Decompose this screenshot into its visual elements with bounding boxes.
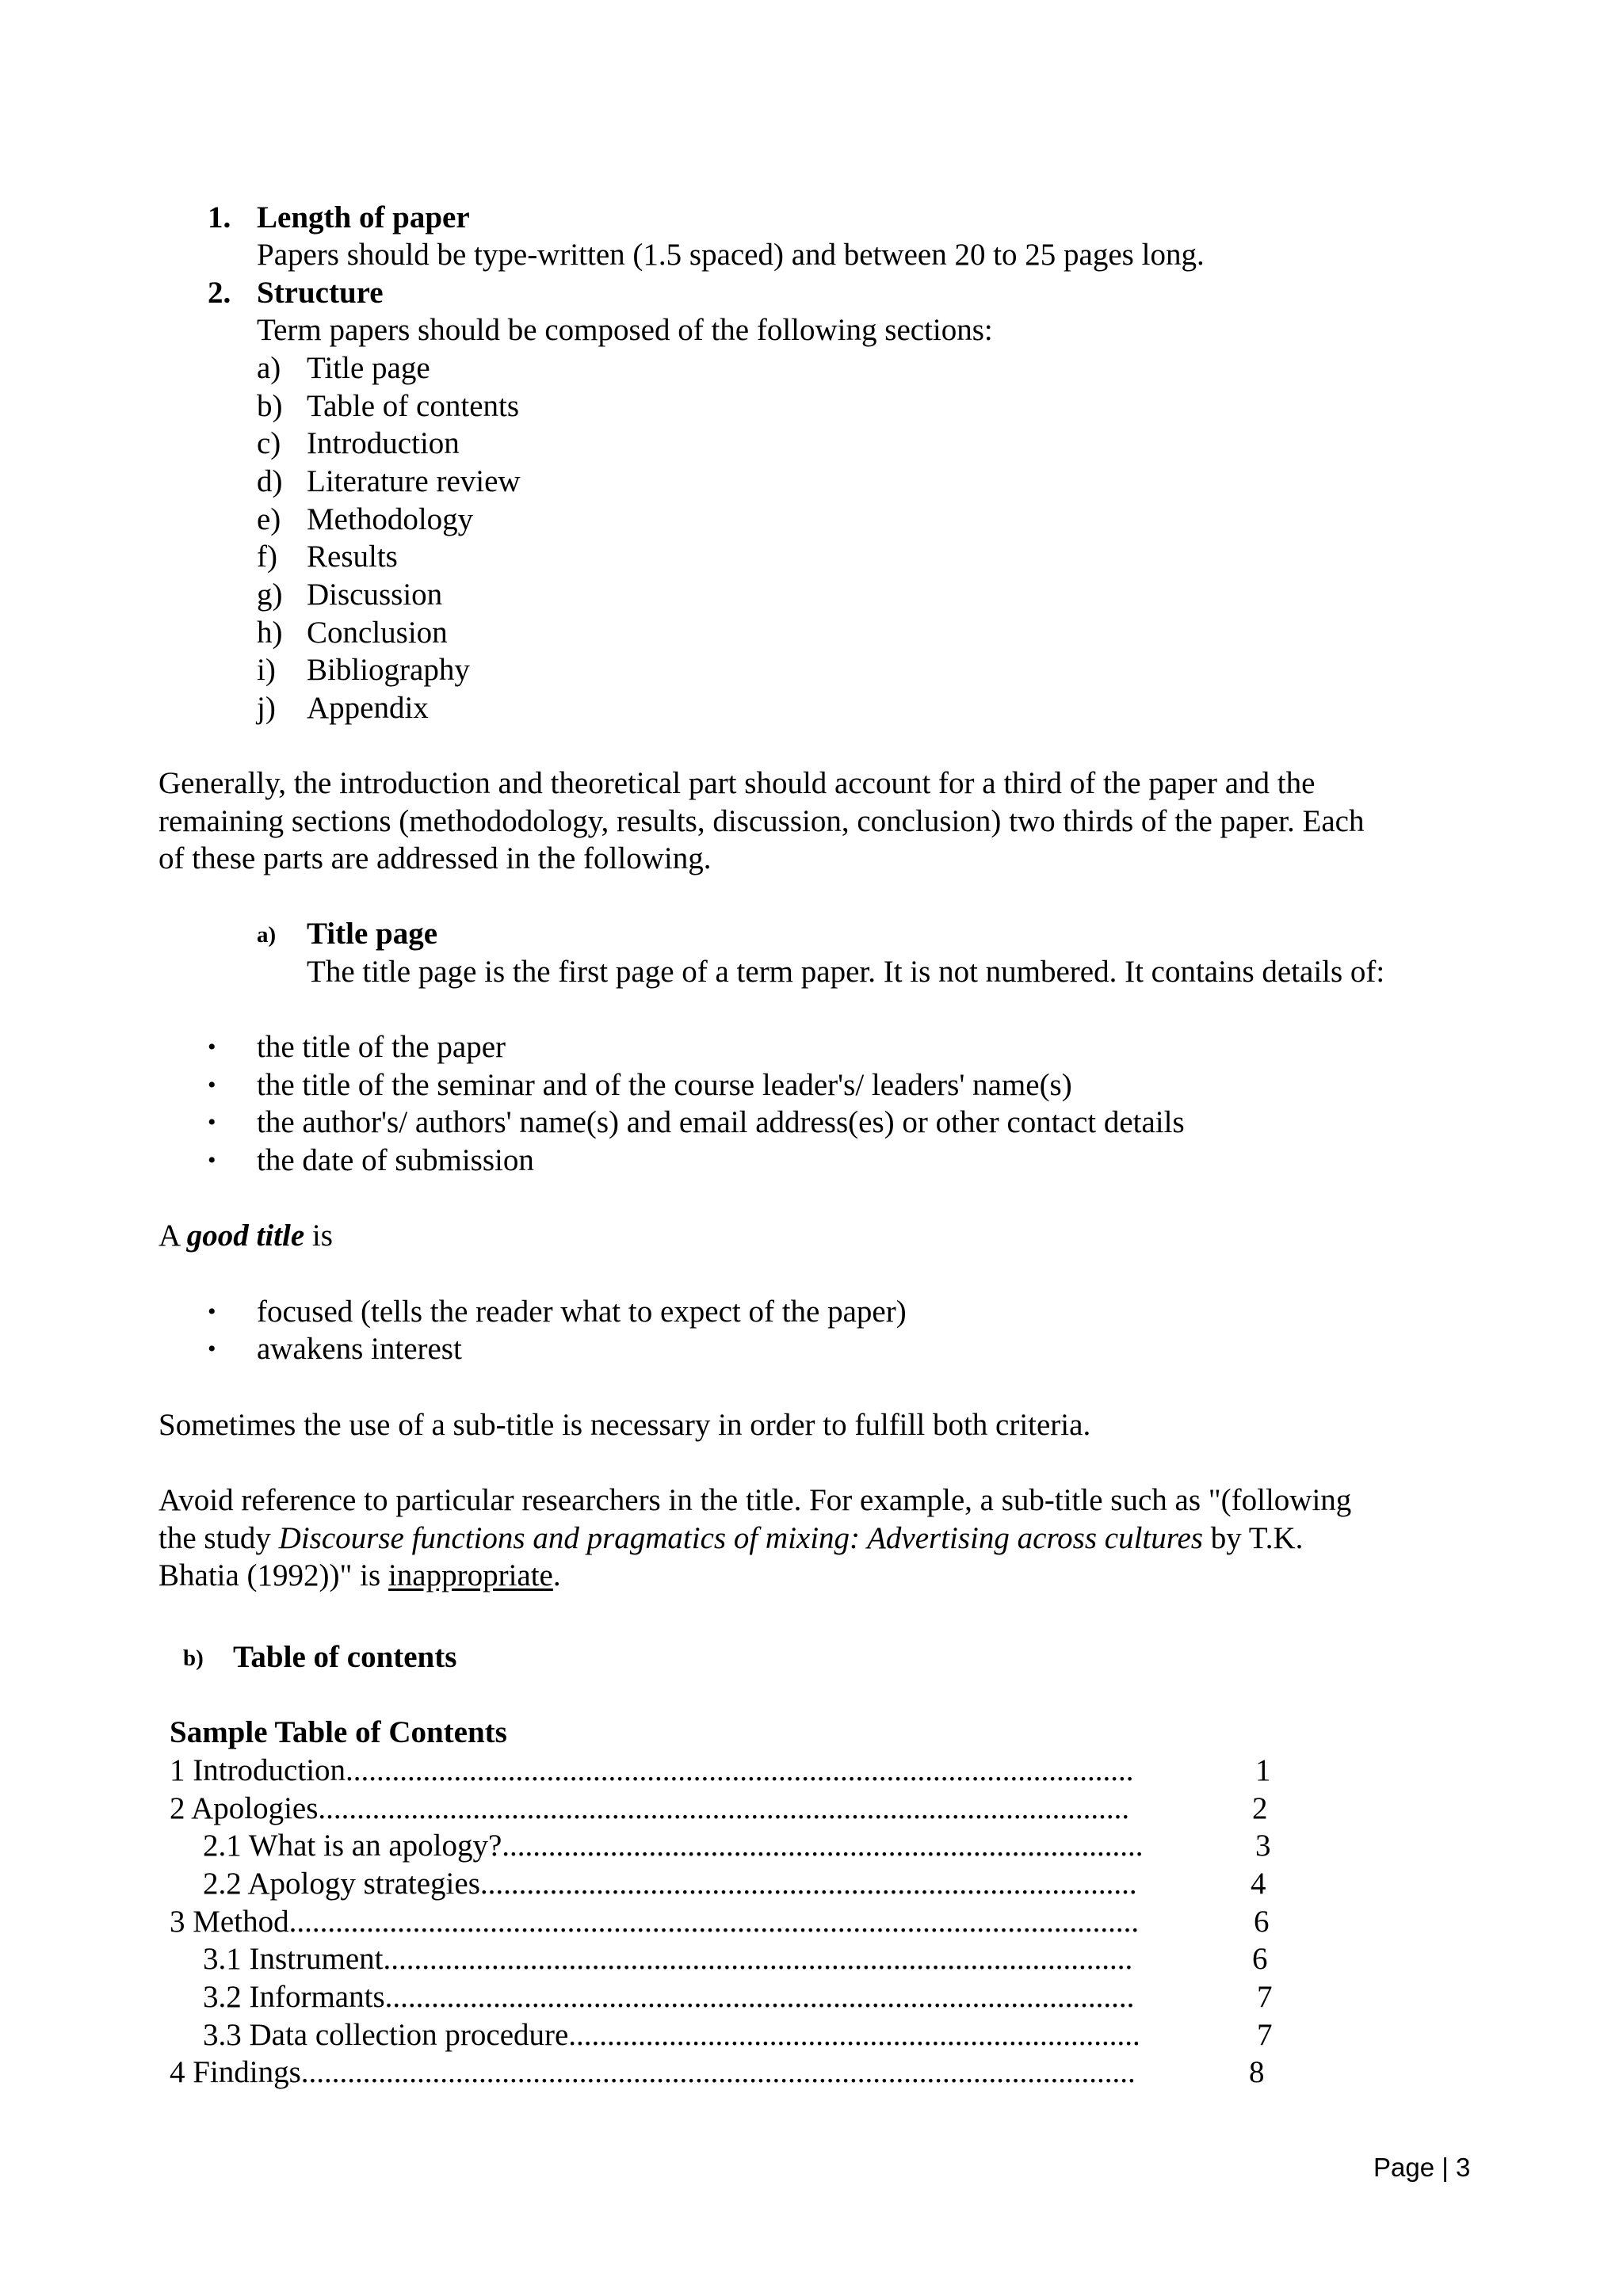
list-item: the author's/ authors' name(s) and email address(es) or other contact details: [257, 1105, 1185, 1139]
list-item: the title of the paper: [257, 1030, 506, 1064]
toc-entry-label: 3 Method..............................................................................................................: [170, 1905, 1140, 1939]
text-suffix: is: [311, 1219, 333, 1253]
toc-entry-label: 3.3 Data collection procedure..........................................................................: [203, 2018, 1140, 2052]
list-item: Literature review: [307, 464, 521, 498]
section-number: 2.: [208, 276, 231, 310]
section-heading: Length of paper: [257, 200, 470, 235]
toc-entry-label: 2.2 Apology strategies.....................................................................................: [203, 1867, 1137, 1901]
list-item: Title page: [307, 351, 430, 385]
toc-entry-page: 2: [1252, 1791, 1268, 1825]
toc-entry-label: 1 Introduction......................................................................................................: [170, 1753, 1134, 1787]
list-item: the title of the seminar and of the course leader's/ leaders' name(s): [257, 1068, 1072, 1102]
text-suffix: .: [552, 1558, 561, 1592]
toc-entry-page: 3: [1255, 1829, 1271, 1863]
list-marker: f): [257, 540, 277, 574]
text-prefix: A: [158, 1219, 180, 1253]
toc-entry-page: 6: [1254, 1905, 1270, 1939]
paragraph-line: [158, 1520, 1303, 1558]
subsection-heading: Title page: [307, 917, 438, 951]
list-marker: i): [257, 653, 276, 687]
page-number: 3: [1456, 2153, 1471, 2182]
footer-separator: |: [1442, 2153, 1449, 2182]
bullet-icon: •: [208, 1147, 216, 1173]
toc-entry-page: 6: [1252, 1942, 1268, 1976]
good-title-line: [158, 1217, 333, 1255]
bullet-icon: •: [208, 1336, 216, 1362]
toc-entry-label: 2 Apologies.........................................................................................................: [170, 1791, 1130, 1825]
list-item: Bibliography: [307, 653, 470, 687]
text-prefix: the study: [158, 1521, 271, 1555]
subsection-marker: a): [257, 922, 277, 948]
study-title: Discourse functions and pragmatics of mixing: Advertising across cultures: [278, 1521, 1203, 1555]
text-suffix: by T.K.: [1210, 1521, 1304, 1555]
list-item: Discussion: [307, 578, 443, 612]
page-footer: [1373, 2152, 1470, 2183]
toc-entry: [170, 1790, 1279, 1828]
list-item: awakens interest: [257, 1332, 462, 1366]
paragraph-line: Generally, the introduction and theoretical part should account for a third of the paper and the: [158, 766, 1316, 800]
toc-entry-label: 2.1 What is an apology?...................................................................................: [203, 1829, 1144, 1863]
toc-entry-label: 3.1 Instrument.................................................................................................: [203, 1942, 1133, 1976]
section-text: Papers should be type-written (1.5 spaced) and between 20 to 25 pages long.: [257, 238, 1205, 272]
toc-entry-label: 3.2 Informants.................................................................................................: [203, 1980, 1135, 2014]
paragraph-line: [158, 1557, 561, 1595]
bullet-icon: •: [208, 1034, 216, 1060]
toc-entry: [170, 1978, 1279, 2016]
bullet-icon: •: [208, 1299, 216, 1325]
subtitle-note: Sometimes the use of a sub-title is necessary in order to fulfill both criteria.: [158, 1408, 1091, 1442]
toc-entry: [170, 1865, 1279, 1903]
list-marker: h): [257, 616, 283, 650]
list-marker: j): [257, 691, 276, 725]
toc-entry: [170, 1903, 1279, 1941]
list-marker: c): [257, 426, 281, 460]
toc-entry-page: 8: [1249, 2055, 1265, 2089]
list-item: focused (tells the reader what to expect of the paper): [257, 1295, 907, 1329]
list-marker: e): [257, 502, 281, 536]
page-label: Page: [1373, 2153, 1435, 2182]
toc-entry-page: 1: [1255, 1753, 1271, 1787]
underlined-text: inappropriate: [388, 1558, 553, 1592]
subsection-heading: Table of contents: [233, 1640, 457, 1674]
list-marker: d): [257, 464, 283, 498]
paragraph-line: Avoid reference to particular researchers in the title. For example, a sub-title such as "(following: [158, 1483, 1352, 1517]
subsection-text: The title page is the first page of a term paper. It is not numbered. It contains details of:: [307, 955, 1385, 989]
section-number: 1.: [208, 200, 231, 235]
sample-toc-title: Sample Table of Contents: [170, 1715, 507, 1749]
list-item: Introduction: [307, 426, 460, 460]
bullet-icon: •: [208, 1109, 216, 1135]
list-marker: a): [257, 351, 281, 385]
toc-entry: [170, 1752, 1279, 1790]
paragraph-line: of these parts are addressed in the following.: [158, 841, 712, 875]
toc-entry-page: 7: [1257, 1980, 1273, 2014]
list-item: Methodology: [307, 502, 474, 536]
list-marker: g): [257, 578, 283, 612]
toc-entry: [170, 2016, 1279, 2054]
subsection-marker: b): [183, 1646, 204, 1671]
toc-entry-label: 4 Findings............................................................................................................: [170, 2055, 1136, 2089]
toc-entry-page: 4: [1251, 1867, 1266, 1901]
section-text: Term papers should be composed of the following sections:: [257, 313, 993, 347]
toc-entry: [170, 1940, 1279, 1978]
list-item: Appendix: [307, 691, 429, 725]
paragraph-line: remaining sections (methododology, results, discussion, conclusion) two thirds of the paper. Each: [158, 804, 1365, 838]
bullet-icon: •: [208, 1072, 216, 1098]
list-marker: b): [257, 389, 283, 423]
section-heading: Structure: [257, 276, 384, 310]
toc-entry: [170, 1827, 1279, 1865]
toc-entry-page: 7: [1257, 2018, 1273, 2052]
list-item: the date of submission: [257, 1143, 534, 1177]
list-item: Conclusion: [307, 616, 448, 650]
text-prefix: Bhatia (1992))" is: [158, 1558, 381, 1592]
list-item: Table of contents: [307, 389, 520, 423]
toc-entry: [170, 2054, 1279, 2092]
emphasis-text: good title: [186, 1219, 305, 1253]
list-item: Results: [307, 540, 398, 574]
